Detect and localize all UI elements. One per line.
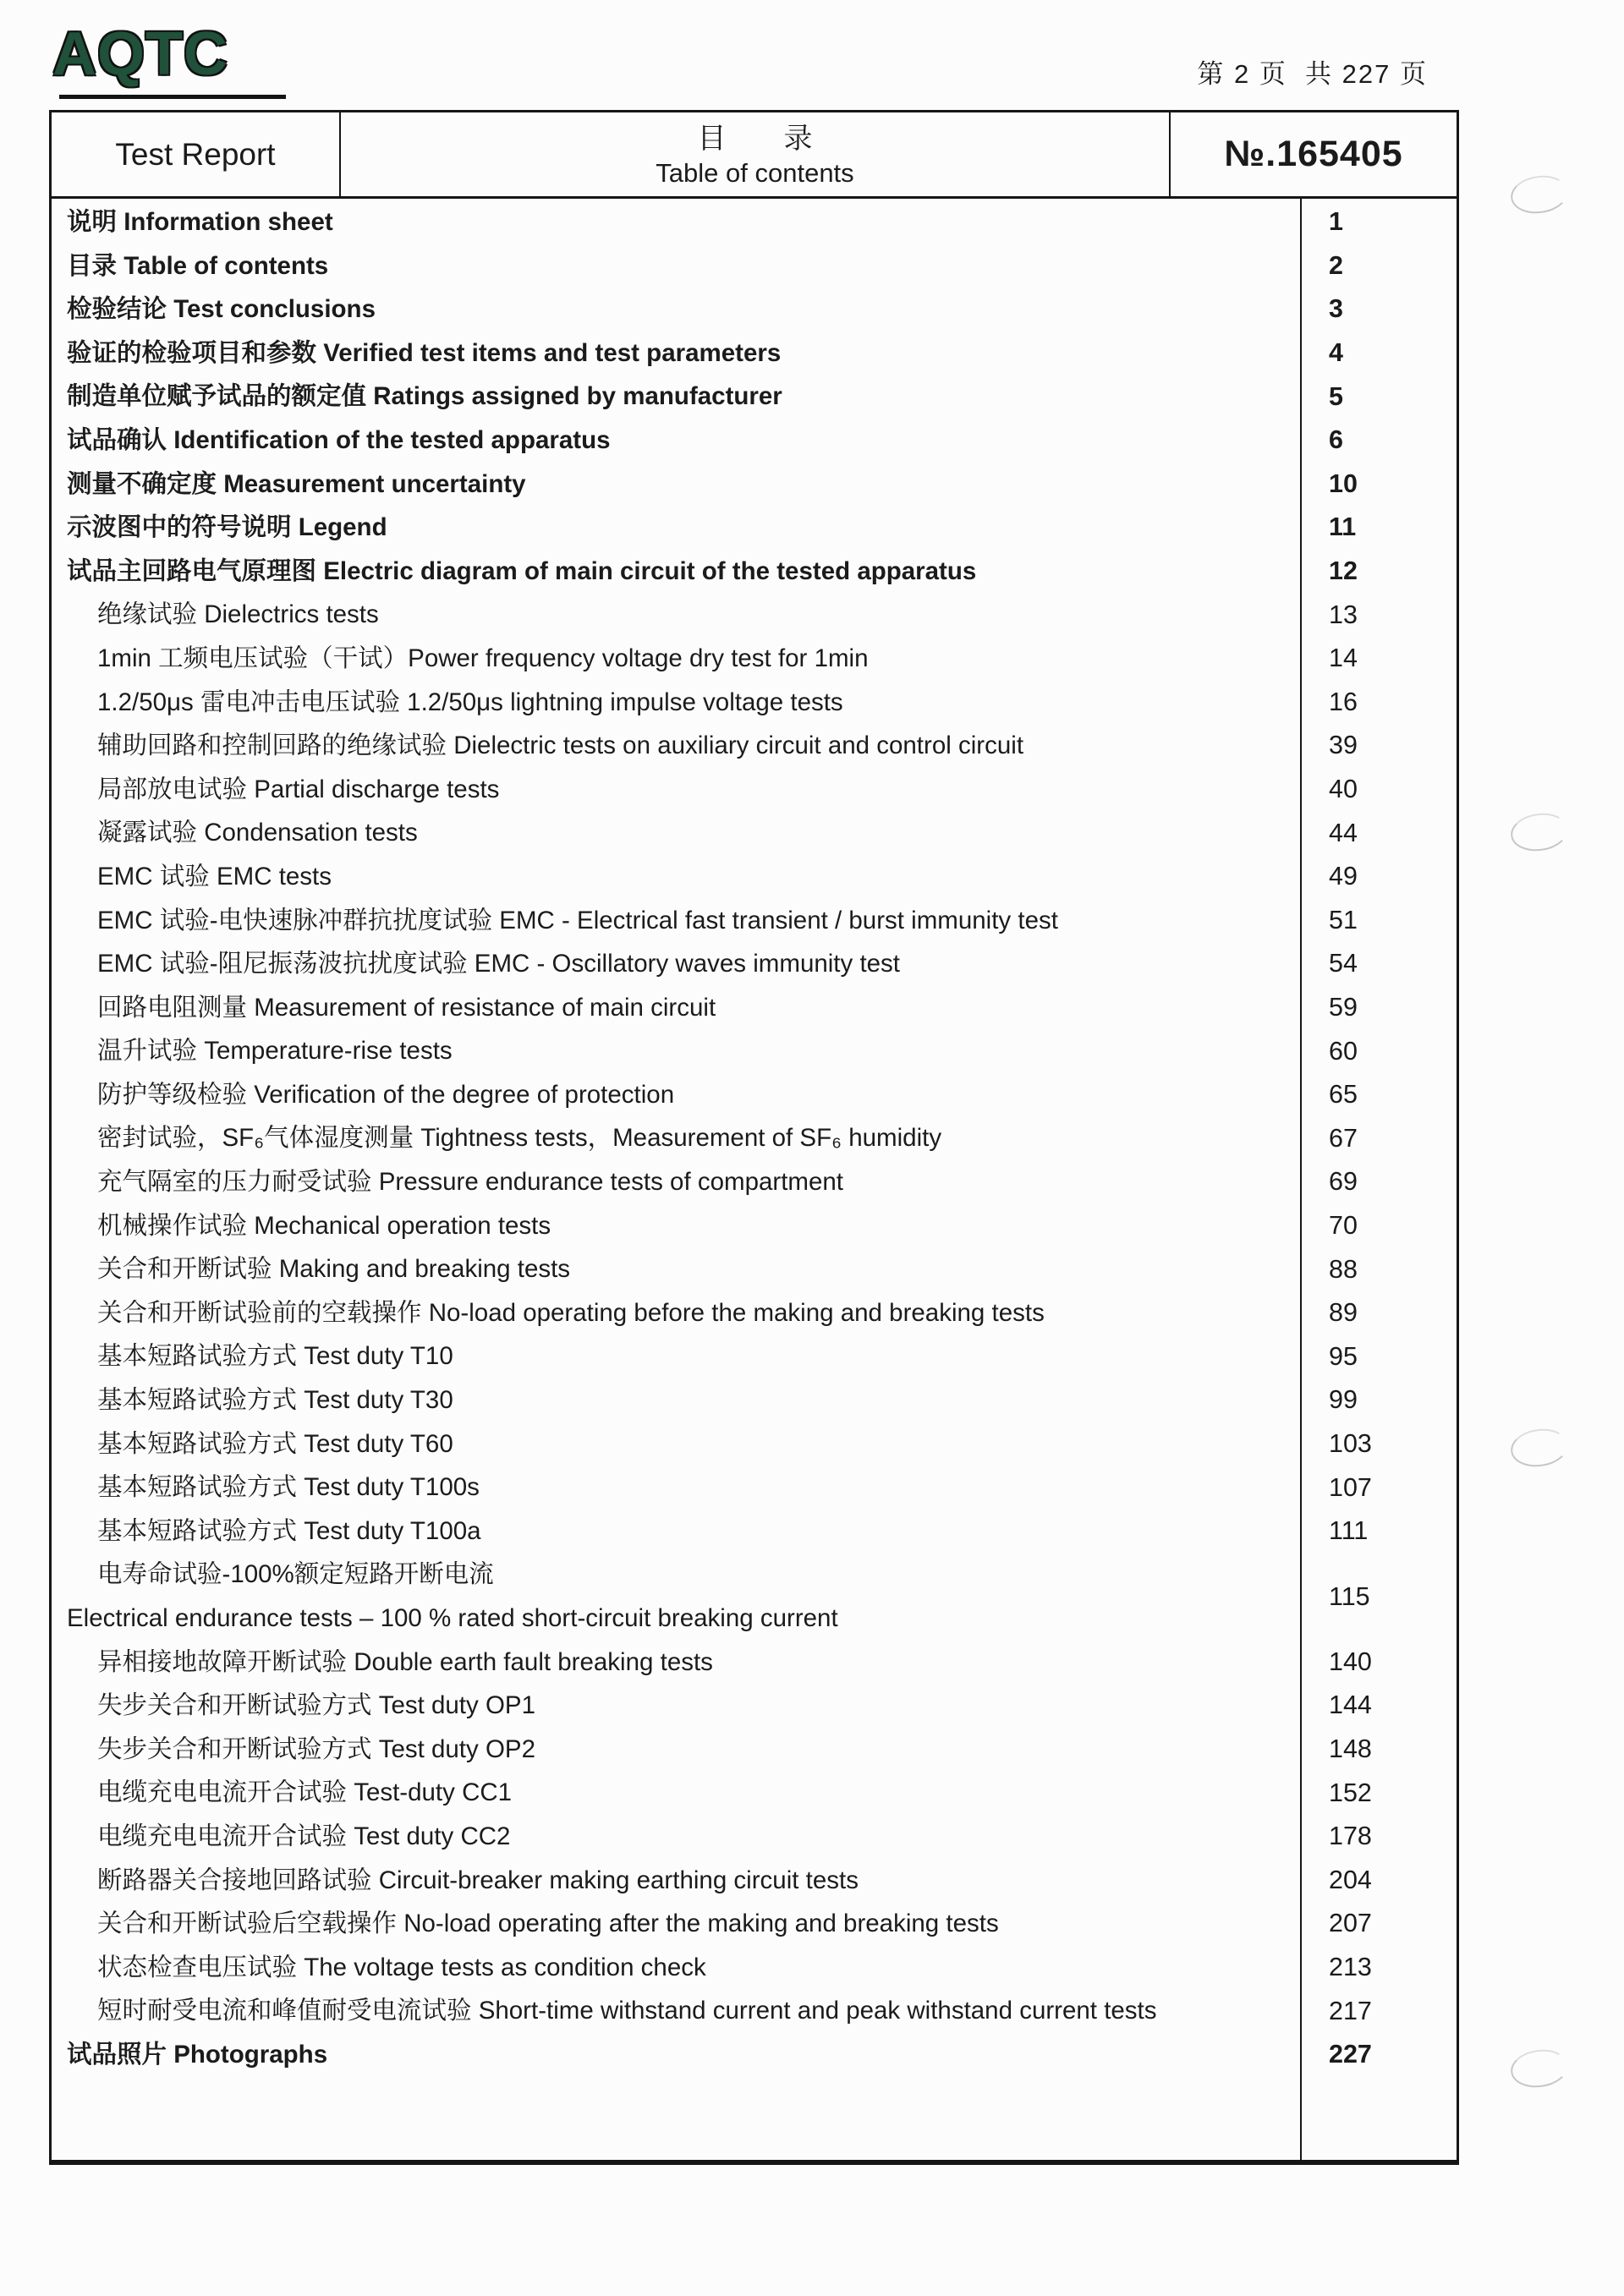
toc-row [52, 1029, 1457, 1073]
toc-row [52, 1116, 1457, 1160]
toc-entry-title [52, 1641, 1300, 1685]
toc-entry-line: 基本短路试验方式 Test duty T100a [97, 1516, 481, 1545]
toc-entry-title [52, 1073, 1300, 1117]
toc-entry-page: 3 [1329, 294, 1343, 324]
toc-entry-page: 14 [1329, 644, 1358, 673]
toc-body [52, 199, 1457, 2077]
toc-entry-title [52, 288, 1300, 332]
toc-entry-title [52, 1728, 1300, 1772]
toc-entry-page: 227 [1329, 2040, 1372, 2069]
toc-entry-title [52, 1815, 1300, 1859]
toc-entry-title [52, 768, 1300, 812]
toc-entry-title [52, 1946, 1300, 1990]
toc-entry-page: 12 [1329, 556, 1358, 586]
toc-entry-page: 1 [1329, 207, 1343, 237]
toc-entry-title [52, 1029, 1300, 1073]
toc-entry-page: 111 [1329, 1516, 1369, 1546]
toc-entry-page: 152 [1329, 1778, 1372, 1807]
toc-entry-title [52, 506, 1300, 550]
toc-entry-line: 电寿命试验-100%额定短路开断电流 [97, 1560, 494, 1589]
toc-row [52, 1989, 1457, 2033]
toc-row [52, 1334, 1457, 1378]
toc-entry-page: 65 [1329, 1080, 1358, 1110]
toc-row [52, 244, 1457, 288]
toc-row [52, 1510, 1457, 1553]
toc-entry-title [52, 419, 1300, 463]
toc-entry-line: 基本短路试验方式 Test duty T60 [97, 1429, 453, 1458]
toc-entry-page: 95 [1329, 1341, 1358, 1371]
toc-entry-page: 99 [1329, 1385, 1358, 1415]
toc-entry-page: 89 [1329, 1298, 1358, 1328]
toc-entry-page: 69 [1329, 1167, 1358, 1197]
toc-entry-title [52, 1510, 1300, 1553]
toc-entry-line: 检验结论 Test conclusions [67, 295, 376, 324]
toc-entry-title [52, 1291, 1300, 1335]
toc-entry-page: 107 [1329, 1472, 1372, 1502]
toc-entry-page: 67 [1329, 1123, 1358, 1153]
toc-entry-line: 绝缘试验 Dielectrics tests [97, 600, 379, 629]
toc-entry-line: 1.2/50μs 雷电冲击电压试验 1.2/50μs lightning impulse voltage tests [97, 688, 843, 716]
toc-row [52, 593, 1457, 637]
toc-row [52, 288, 1457, 332]
toc-entry-line: 失步关合和开断试验方式 Test duty OP2 [97, 1734, 535, 1763]
toc-row [52, 1160, 1457, 1204]
toc-entry-line: 基本短路试验方式 Test duty T30 [97, 1386, 453, 1415]
toc-entry-line: Electrical endurance tests – 100 % rated short-circuit breaking current [67, 1604, 838, 1632]
toc-entry-page: 103 [1329, 1428, 1372, 1458]
page-pagination: 第 2 页 共 227 页 [1197, 59, 1428, 89]
toc-entry-line: 试品照片 Photographs [67, 2040, 328, 2069]
toc-entry-line: 机械操作试验 Mechanical operation tests [97, 1211, 551, 1240]
toc-entry-title [52, 200, 1300, 244]
toc-entry-title [52, 463, 1300, 507]
logo-underline [59, 95, 286, 99]
toc-entry-page: 70 [1329, 1210, 1358, 1240]
toc-entry-line: 防护等级检验 Verification of the degree of protection [97, 1080, 675, 1109]
toc-entry-line: 示波图中的符号说明 Legend [67, 513, 387, 542]
toc-row [52, 506, 1457, 550]
toc-row [52, 1422, 1457, 1466]
toc-entry-title [52, 855, 1300, 899]
toc-entry-page: 59 [1329, 992, 1358, 1022]
toc-entry-page: 13 [1329, 600, 1358, 629]
toc-entry-title [52, 681, 1300, 725]
toc-entry-title [52, 244, 1300, 288]
toc-entry-title [52, 1334, 1300, 1378]
toc-entry-line: 失步关合和开断试验方式 Test duty OP1 [97, 1691, 535, 1720]
toc-entry-page: 60 [1329, 1036, 1358, 1066]
toc-entry-page: 217 [1329, 1996, 1372, 2025]
toc-entry-line: 基本短路试验方式 Test duty T100s [97, 1473, 480, 1502]
toc-entry-page: 6 [1329, 425, 1343, 455]
toc-entry-line: 局部放电试验 Partial discharge tests [97, 775, 500, 803]
toc-entry-title [52, 1859, 1300, 1903]
toc-row [52, 1073, 1457, 1117]
toc-entry-page: 16 [1329, 687, 1358, 716]
toc-title-zh: 目 录 [697, 122, 813, 155]
toc-entry-title [52, 899, 1300, 943]
toc-row [52, 1291, 1457, 1335]
toc-entry-line: 1min 工频电压试验（干试）Power frequency voltage dry test for 1min [97, 644, 869, 672]
toc-entry-title [52, 1247, 1300, 1291]
toc-entry-line: 基本短路试验方式 Test duty T10 [97, 1342, 453, 1371]
toc-entry-line: 温升试验 Temperature-rise tests [97, 1037, 453, 1066]
toc-entry-page: 49 [1329, 862, 1358, 891]
toc-row [52, 1815, 1457, 1859]
toc-entry-line: 异相接地故障开断试验 Double earth fault breaking tests [97, 1647, 713, 1676]
report-table [49, 110, 1459, 2165]
toc-entry-line: 断路器关合接地回路试验 Circuit-breaker making earthing circuit tests [97, 1866, 859, 1894]
toc-entry-line: EMC 试验-阻尼振荡波抗扰度试验 EMC - Oscillatory waves immunity test [97, 950, 900, 978]
report-no: №.165405 [1224, 134, 1403, 174]
toc-entry-title [52, 1684, 1300, 1728]
toc-entry-title [52, 2033, 1300, 2077]
toc-entry-title [52, 724, 1300, 768]
report-table-header [52, 112, 1457, 199]
toc-entry-title [52, 811, 1300, 855]
toc-entry-title [52, 1989, 1300, 2033]
toc-entry-line: 凝露试验 Condensation tests [97, 819, 418, 847]
toc-row [52, 200, 1457, 244]
toc-row [52, 637, 1457, 681]
toc-entry-line: 测量不确定度 Measurement uncertainty [67, 469, 526, 498]
toc-entry-title [52, 986, 1300, 1030]
toc-entry-line: 短时耐受电流和峰值耐受电流试验 Short-time withstand current and peak withstand current tests [97, 1997, 1157, 2025]
toc-row [52, 332, 1457, 375]
toc-entry-page: 144 [1329, 1690, 1372, 1720]
toc-entry-title [52, 1422, 1300, 1466]
toc-entry-page: 178 [1329, 1822, 1372, 1851]
toc-entry-page: 207 [1329, 1909, 1372, 1938]
toc-entry-title [52, 1160, 1300, 1204]
toc-title-en: Table of contents [656, 157, 854, 188]
toc-row [52, 811, 1457, 855]
toc-entry-title [52, 1902, 1300, 1946]
toc-entry-line: 辅助回路和控制回路的绝缘试验 Dielectric tests on auxiliary circuit and control circuit [97, 732, 1024, 760]
toc-row [52, 1641, 1457, 1685]
toc-entry-page: 2 [1329, 250, 1343, 280]
toc-entry-title [52, 1378, 1300, 1422]
toc-entry-line: 关合和开断试验前的空载操作 No-load operating before the making and breaking tests [97, 1298, 1045, 1327]
toc-entry-page: 11 [1329, 512, 1357, 542]
toc-entry-page: 88 [1329, 1254, 1358, 1284]
toc-row [52, 1946, 1457, 1990]
page-column-divider [1300, 199, 1302, 2160]
toc-entry-page: 115 [1329, 1581, 1370, 1611]
toc-row [52, 375, 1457, 419]
toc-entry-line: 状态检查电压试验 The voltage tests as condition check [97, 1953, 706, 1981]
toc-entry-title [52, 1116, 1300, 1160]
toc-entry-title [52, 593, 1300, 637]
binder-hole [1508, 1425, 1570, 1470]
toc-entry-line: 关合和开断试验 Making and breaking tests [97, 1255, 571, 1284]
toc-entry-page: 44 [1329, 818, 1358, 847]
toc-entry-line: EMC 试验-电快速脉冲群抗扰度试验 EMC - Electrical fast transient / burst immunity test [97, 906, 1058, 934]
toc-entry-page: 51 [1329, 905, 1358, 934]
toc-entry-page: 4 [1329, 338, 1343, 368]
toc-entry-title [52, 1553, 1300, 1640]
toc-row [52, 681, 1457, 725]
aqtc-logo: AQTC [52, 20, 228, 88]
toc-entry-line: 回路电阻测量 Measurement of resistance of main circuit [97, 993, 716, 1022]
toc-row [52, 724, 1457, 768]
toc-row [52, 942, 1457, 986]
toc-entry-title [52, 1204, 1300, 1248]
toc-row [52, 1684, 1457, 1728]
toc-row [52, 419, 1457, 463]
toc-title-cell [341, 112, 1169, 196]
toc-row [52, 1247, 1457, 1291]
toc-entry-page: 204 [1329, 1865, 1372, 1894]
report-no-cell [1169, 112, 1457, 196]
toc-entry-line: 目录 Table of contents [67, 251, 329, 280]
toc-entry-page: 213 [1329, 1953, 1372, 1982]
toc-row [52, 463, 1457, 507]
toc-entry-title [52, 375, 1300, 419]
toc-row [52, 986, 1457, 1030]
toc-row [52, 1378, 1457, 1422]
toc-entry-page: 10 [1329, 469, 1358, 498]
toc-entry-line: 电缆充电电流开合试验 Test-duty CC1 [97, 1778, 513, 1807]
toc-entry-page: 39 [1329, 731, 1358, 760]
toc-entry-line: 关合和开断试验后空载操作 No-load operating after the making and breaking tests [97, 1910, 999, 1938]
toc-entry-title [52, 332, 1300, 375]
toc-entry-line: 制造单位赋予试品的额定值 Ratings assigned by manufacturer [67, 382, 782, 411]
toc-entry-title [52, 550, 1300, 594]
toc-entry-page: 40 [1329, 775, 1358, 804]
toc-entry-title [52, 637, 1300, 681]
report-type-cell [52, 112, 341, 196]
binder-hole [1508, 809, 1570, 854]
report-type-label: Test Report [115, 136, 276, 172]
toc-row [52, 1466, 1457, 1510]
toc-entry-line: 验证的检验项目和参数 Verified test items and test parameters [67, 338, 782, 367]
toc-entry-line: 电缆充电电流开合试验 Test duty CC2 [97, 1822, 511, 1850]
toc-entry-line: 密封试验，SF₆气体湿度测量 Tightness tests，Measurement of SF₆ humidity [97, 1124, 942, 1153]
toc-entry-line: 说明 Information sheet [67, 208, 333, 236]
toc-entry-page: 148 [1329, 1734, 1372, 1764]
toc-entry-line: 试品主回路电气原理图 Electric diagram of main circuit of the tested apparatus [67, 556, 977, 585]
toc-row [52, 855, 1457, 899]
toc-row [52, 1204, 1457, 1248]
toc-entry-page: 140 [1329, 1647, 1372, 1676]
toc-area [52, 199, 1457, 2160]
toc-entry-line: EMC 试验 EMC tests [97, 862, 332, 890]
toc-entry-title [52, 1466, 1300, 1510]
toc-row [52, 1553, 1457, 1640]
binder-hole [1508, 2046, 1570, 2091]
binder-hole [1508, 172, 1570, 216]
toc-row [52, 1859, 1457, 1903]
toc-row [52, 1728, 1457, 1772]
toc-entry-line: 试品确认 Identification of the tested apparatus [67, 425, 611, 454]
toc-entry-page: 5 [1329, 381, 1343, 411]
toc-row [52, 1771, 1457, 1815]
toc-row [52, 768, 1457, 812]
toc-row [52, 2033, 1457, 2077]
toc-entry-title [52, 942, 1300, 986]
toc-entry-page: 54 [1329, 949, 1358, 978]
toc-entry-title [52, 1771, 1300, 1815]
toc-row [52, 550, 1457, 594]
toc-row [52, 1902, 1457, 1946]
toc-entry-line: 充气隔室的压力耐受试验 Pressure endurance tests of compartment [97, 1168, 843, 1197]
toc-row [52, 899, 1457, 943]
